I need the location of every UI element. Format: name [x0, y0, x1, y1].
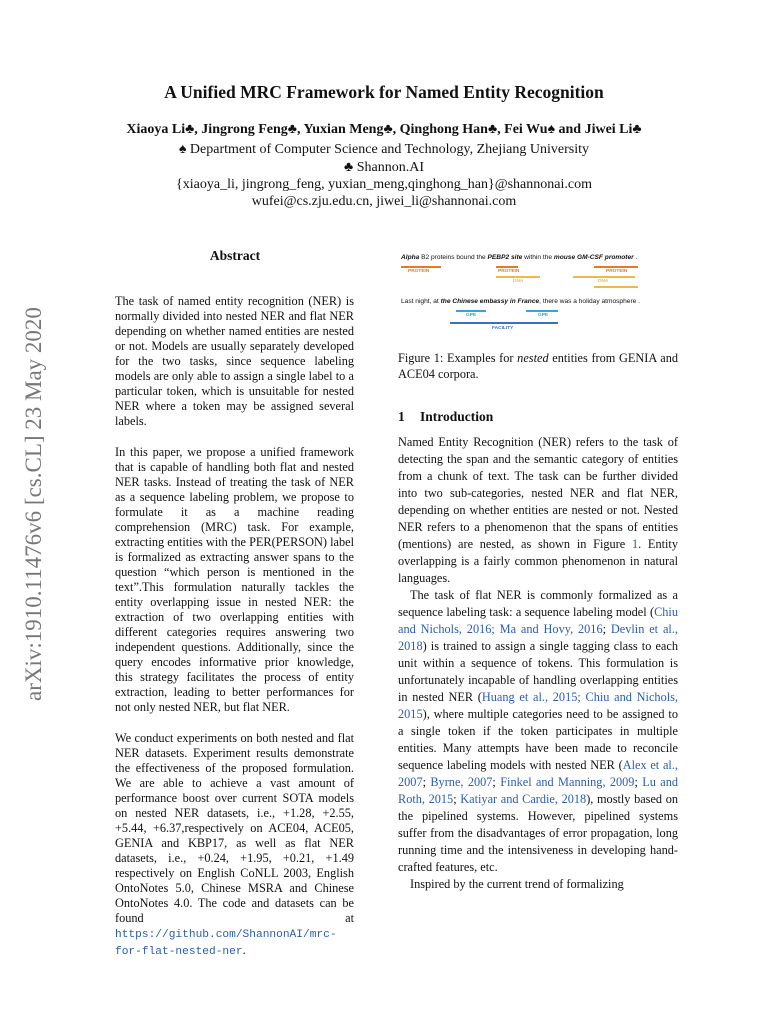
figure-s2-text-a: Last night, at: [401, 298, 441, 305]
abstract-paragraph-3-end: .: [242, 943, 246, 957]
abstract-body: [115, 294, 354, 976]
intro-p2-b: ;: [602, 622, 611, 636]
section-number: 1: [398, 409, 405, 424]
intro-p1-b: . Entity overlapping is a fairly common phenomenon in natural languages.: [398, 537, 678, 585]
protein-arrow-2: [496, 266, 518, 268]
intro-p2-d: ), where multiple categories need to be assigned to a single token if the token participates in multiple entities. Many attempts have been made to reconcile sequence labeling models with nested NER (: [398, 707, 678, 772]
citation-link[interactable]: Katiyar and Cardie, 2018: [460, 792, 587, 806]
affiliation-shannon: ♣ Shannon.AI: [344, 160, 424, 175]
figure-s1-text-c: within the: [522, 254, 554, 261]
abstract-heading: Abstract: [209, 248, 261, 263]
label-gpe-1: GPE: [466, 313, 477, 318]
intro-p2-h: ;: [453, 792, 461, 806]
author-list: Xiaoya Li♣, Jingrong Feng♣, Yuxian Meng♣, Qinghong Han♣, Fei Wu♠ and Jiwei Li♣: [126, 122, 642, 137]
label-protein-2: PROTEIN: [498, 269, 520, 274]
intro-p2-e: ;: [422, 775, 431, 789]
citation-link[interactable]: Alex et al., 2007: [398, 758, 678, 789]
label-gpe-2: GPE: [538, 313, 549, 318]
citation-link[interactable]: Lu and Roth, 2015: [398, 775, 678, 806]
entity-pebp2-site: PEBP2 site: [487, 254, 523, 261]
code-link[interactable]: https://github.com/ShannonAI/mrc-for-flat-nested-ner: [115, 929, 337, 958]
caption-pre: Figure 1: Examples for: [398, 351, 518, 365]
introduction-body: [398, 434, 678, 893]
label-protein-1: PROTEIN: [408, 269, 430, 274]
intro-paragraph-1: [398, 434, 678, 587]
intro-p1-a: Named Entity Recognition (NER) refers to the task of detecting the span and the semantic category of entities from a chunk of text. The task can be further divided into two sub-categories, nested NER and flat NER, depending on whether entities are nested or not. Nested NER refers to a phenomenon that the spans of entities (mentions) are nested, as shown in Figure: [398, 435, 678, 551]
dna-arrow-3: [594, 286, 638, 288]
entity-promoter: mouse GM-CSF promoter: [553, 254, 634, 261]
arxiv-stamp: arXiv:1910.11476v6 [cs.CL] 23 May 2020: [21, 307, 46, 701]
figure-1: [398, 252, 676, 336]
paper-title: A Unified MRC Framework for Named Entity Recognition: [164, 82, 604, 102]
figure-s1-text-e: .: [633, 254, 638, 261]
intro-p2-c: ) is trained to assign a single tagging class to each unit within a sequence of tokens. This formulation is unfortunately incapable of handling overlapping entities in nested NER (: [398, 639, 678, 704]
section-title: Introduction: [420, 409, 494, 424]
citation-link[interactable]: Byrne, 2007: [430, 775, 493, 789]
intro-p2-f: ;: [492, 775, 501, 789]
section-heading-introduction: [398, 409, 493, 425]
figure-s1-text-a: B2 proteins bound the: [419, 254, 488, 261]
email-line-2: wufei@cs.zju.edu.cn, jiwei_li@shannonai.com: [251, 194, 517, 209]
citation-link[interactable]: Huang et al., 2015; Chiu and Nichols, 2015: [398, 690, 678, 721]
intro-paragraph-3: Inspired by the current trend of formalizing: [410, 877, 624, 891]
figure-1-ref-link[interactable]: 1: [631, 537, 639, 551]
affiliation-zju: ♠ Department of Computer Science and Technology, Zhejiang University: [178, 142, 589, 157]
intro-paragraph-2: [398, 587, 678, 876]
protein-arrow-1: [401, 266, 441, 268]
caption-post: entities from GENIA and ACE04 corpora.: [398, 351, 679, 381]
intro-p2-a: The task of flat NER is commonly formalized as a sequence labeling task: a sequence labeling model (: [398, 588, 678, 619]
label-protein-3: PROTEIN: [606, 269, 628, 274]
figure-sentence-1: [401, 254, 637, 261]
intro-p2-g: ;: [634, 775, 643, 789]
dna-arrow-1: [496, 276, 540, 278]
figure-s2-text-c: , there was a holiday atmosphere .: [539, 298, 640, 305]
figure-sentence-2: [401, 298, 640, 305]
citation-link[interactable]: Chiu and Nichols, 2016; Ma and Hovy, 2016: [398, 605, 678, 636]
caption-emphasis: nested: [517, 351, 549, 365]
abstract-paragraph-2: In this paper, we propose a unified framework that is capable of handling both flat and nested NER tasks. Instead of treating the task of NER as a sequence labeling problem, we propose to formulate it as a machine reading comprehension (MRC) task. For example, extracting entities with the PER(PERSON) label is formalized as extracting answer spans to the question “which person is mentioned in the text”.This formulation naturally tackles the entity overlapping issue in nested NER: the extraction of two overlapping entities with different categories requires answering two independent questions. Additionally, since the query encodes informative prior knowledge, this strategy facilitates the process of entity extraction, leading to better performances for not only nested NER, but flat NER.: [115, 445, 354, 714]
citation-link[interactable]: Devlin et al., 2018: [398, 622, 678, 653]
dna-arrow-2: [573, 276, 635, 278]
gpe-arrow-2: [526, 310, 558, 312]
abstract-paragraph-1: The task of named entity recognition (NER) is normally divided into nested NER and flat NER depending on whether named entities are nested or not. Models are usually separately developed for the two tasks, since sequence labeling models are only able to assign a single label to a particular token, which is unsuitable for nested NER where a token may be assigned several labels.: [115, 294, 354, 428]
intro-p2-i: ), mostly based on the pipelined systems. However, pipelined systems suffer from the disadvantages of error propagation, long running time and the intensiveness in developing hand-crafted features, etc.: [398, 792, 678, 874]
gpe-arrow-1: [456, 310, 486, 312]
entity-embassy: the Chinese embassy in France: [440, 298, 540, 305]
email-line-1: {xiaoya_li, jingrong_feng, yuxian_meng,qinghong_han}@shannonai.com: [176, 177, 592, 192]
entity-alpha: Alpha: [401, 254, 420, 261]
label-dna-1: DNA: [513, 279, 524, 284]
abstract-paragraph-3: [115, 731, 354, 960]
abstract-paragraph-3-text: We conduct experiments on both nested and flat NER datasets. Experiment results demonstrate the effectiveness of the proposed formulation. We are able to achieve a vast amount of performance boost over current SOTA models on nested NER datasets, i.e., +1.28, +2.55, +5.44, +6.37,respectively on ACE04, ACE05, GENIA and KBP17, as well as flat NER datasets, i.e., +0.24, +1.95, +0.21, +1.49 respectively on English CoNLL 2003, English OntoNotes 5.0, Chinese MSRA and Chinese OntoNotes 4.0. The code and datasets can be found at: [115, 731, 354, 925]
label-facility: FACILITY: [492, 326, 514, 331]
figure-caption: [398, 350, 678, 382]
label-dna-2: DNA: [598, 279, 609, 284]
citation-link[interactable]: Finkel and Manning, 2009: [500, 775, 635, 789]
facility-arrow: [450, 322, 558, 324]
protein-arrow-3: [594, 266, 638, 268]
